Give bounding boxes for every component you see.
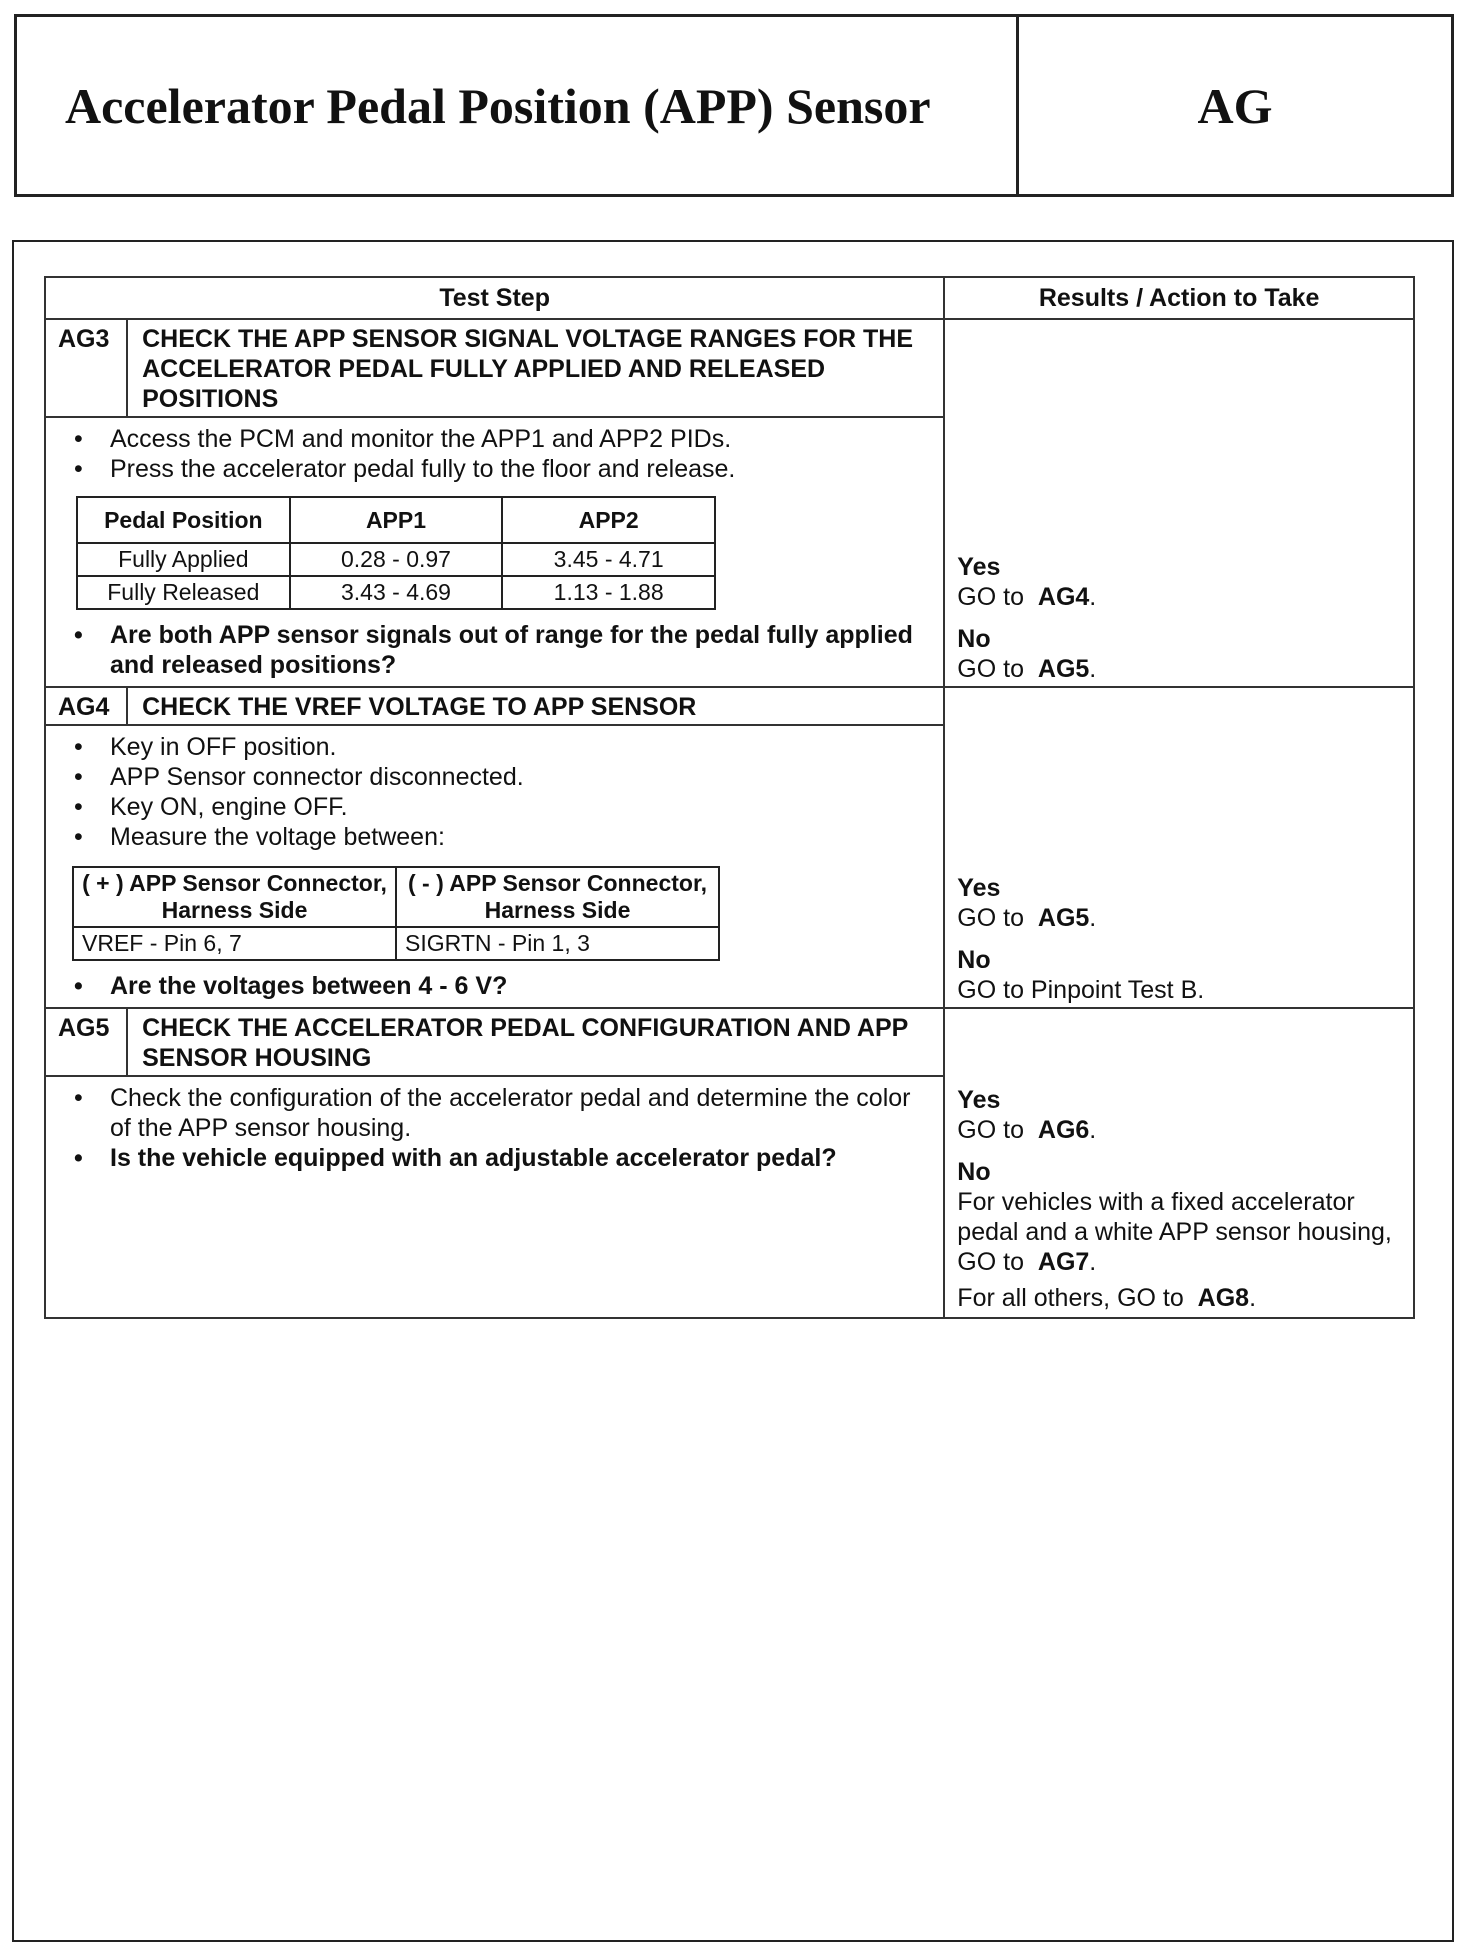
table-header-cell: APP2	[502, 497, 715, 543]
step-title: CHECK THE VREF VOLTAGE TO APP SENSOR	[127, 687, 944, 725]
step-ag3-results	[944, 319, 1414, 687]
table-cell: SIGRTN - Pin 1, 3	[396, 927, 719, 960]
no-label: No	[957, 1158, 991, 1186]
table-row	[77, 543, 715, 576]
no-action[interactable]: GO to Pinpoint Test B.	[957, 976, 1205, 1004]
table-cell: 1.13 - 1.88	[502, 576, 715, 609]
step-link[interactable]: AG8	[1197, 1284, 1250, 1312]
bullet-item: • Key in OFF position.	[62, 732, 927, 762]
table-cell: 3.45 - 4.71	[502, 543, 715, 576]
step-ag4-results	[944, 687, 1414, 1008]
step-ag4-title-row	[45, 687, 1414, 725]
section-code: AG	[1197, 77, 1273, 134]
table-header-cell: ( + ) APP Sensor Connector, Harness Side	[73, 867, 396, 927]
step-link[interactable]: AG5	[1037, 655, 1090, 683]
step-ag3-title-row	[45, 319, 1414, 417]
bullet-item: • APP Sensor connector disconnected.	[62, 762, 927, 792]
pedal-position-table	[76, 496, 716, 610]
table-header-cell: Pedal Position	[77, 497, 290, 543]
page-header	[14, 14, 1454, 197]
yes-label: Yes	[957, 874, 1001, 902]
step-ag3-body	[45, 417, 944, 687]
step-link[interactable]: AG4	[1037, 583, 1090, 611]
bullet-item: • Access the PCM and monitor the APP1 and APP2 PIDs.	[62, 424, 927, 454]
table-cell: 3.43 - 4.69	[290, 576, 503, 609]
step-id: AG3	[45, 319, 127, 417]
question-item: • Are the voltages between 4 - 6 V?	[62, 971, 927, 1001]
table-cell: Fully Applied	[77, 543, 290, 576]
yes-action: GO to AG6.	[957, 1116, 1097, 1144]
table-row	[77, 576, 715, 609]
no-label: No	[957, 946, 991, 974]
table-header-cell: ( - ) APP Sensor Connector, Harness Side	[396, 867, 719, 927]
step-title: CHECK THE ACCELERATOR PEDAL CONFIGURATION AND APP SENSOR HOUSING	[127, 1008, 944, 1076]
step-ag4-body	[45, 725, 944, 1008]
step-link[interactable]: AG6	[1037, 1116, 1090, 1144]
results-header: Results / Action to Take	[944, 277, 1414, 319]
table-cell: 0.28 - 0.97	[290, 543, 503, 576]
table-cell: VREF - Pin 6, 7	[73, 927, 396, 960]
yes-action: GO to AG4.	[957, 583, 1097, 611]
bullet-item: • Check the configuration of the accelerator pedal and determine the color of the APP sensor housing.	[62, 1083, 927, 1143]
yes-label: Yes	[957, 553, 1001, 581]
step-id: AG5	[45, 1008, 127, 1076]
yes-action: GO to AG5.	[957, 904, 1097, 932]
table-row	[73, 927, 719, 960]
test-step-header: Test Step	[45, 277, 944, 319]
connector-table	[72, 866, 720, 961]
step-link[interactable]: AG7	[1037, 1248, 1090, 1276]
no-action: GO to AG5.	[957, 655, 1097, 683]
step-link[interactable]: AG5	[1037, 904, 1090, 932]
bullet-item: • Measure the voltage between:	[62, 822, 927, 852]
no-label: No	[957, 625, 991, 653]
yes-label: Yes	[957, 1086, 1001, 1114]
question-item: • Are both APP sensor signals out of range for the pedal fully applied and released positions?	[62, 620, 927, 680]
step-ag5-body	[45, 1076, 944, 1318]
page-title: Accelerator Pedal Position (APP) Sensor	[17, 17, 1019, 194]
step-ag5-title-row	[45, 1008, 1414, 1076]
step-ag5-results	[944, 1008, 1414, 1318]
step-id: AG4	[45, 687, 127, 725]
step-title: CHECK THE APP SENSOR SIGNAL VOLTAGE RANGES FOR THE ACCELERATOR PEDAL FULLY APPLIED AND RELEASED POSITIONS	[127, 319, 944, 417]
table-header-cell: APP1	[290, 497, 503, 543]
bullet-item: • Press the accelerator pedal fully to the floor and release.	[62, 454, 927, 484]
test-step-table	[44, 276, 1415, 1319]
table-header-row	[45, 277, 1414, 319]
no-action: For vehicles with a fixed accelerator pedal and a white APP sensor housing, GO to AG7.	[957, 1188, 1392, 1276]
question-item: • Is the vehicle equipped with an adjustable accelerator pedal?	[62, 1143, 927, 1173]
bullet-item: • Key ON, engine OFF.	[62, 792, 927, 822]
others-action: For all others, GO to AG8.	[957, 1284, 1257, 1312]
table-cell: Fully Released	[77, 576, 290, 609]
